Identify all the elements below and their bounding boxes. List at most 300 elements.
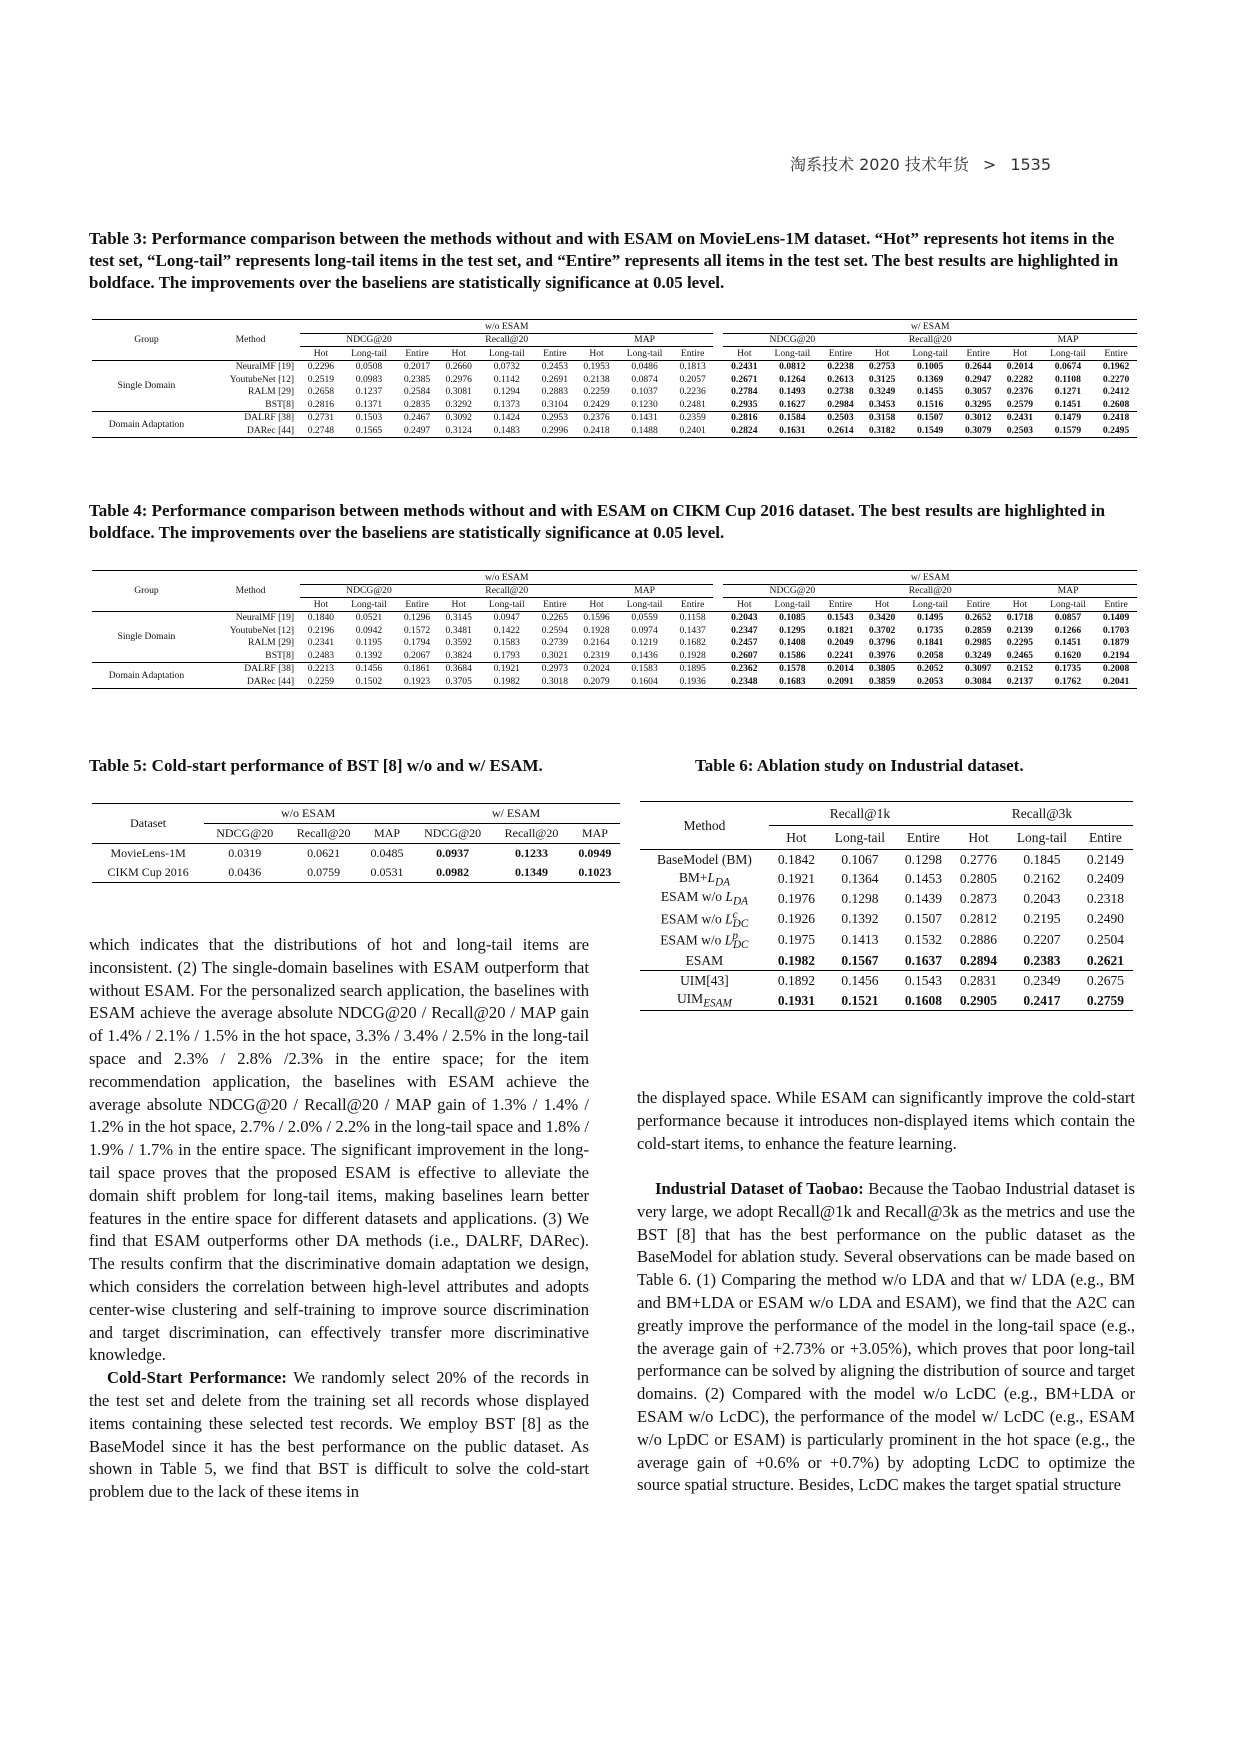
right-column-text-industrial (637, 1178, 1135, 1497)
metric-value: 0.2008 (1102, 663, 1130, 675)
method-name: DARec [44] (246, 424, 295, 436)
table5-caption: Table 5: Cold-start performance of BST [8] w/o and w/ ESAM. (89, 756, 543, 775)
metric-value: 0.1682 (679, 637, 706, 649)
metric-value: 0.2162 (1023, 871, 1061, 887)
method-name: YoutubeNet [12] (229, 624, 295, 636)
metric-value: 0.2805 (959, 871, 998, 887)
metric-header: MAP (576, 333, 714, 347)
metric-value: 0.1821 (827, 624, 854, 636)
page-header (790, 152, 1051, 175)
subset-header: Long-tail (626, 347, 663, 359)
metric-value: 0.0759 (307, 865, 341, 879)
t5-ndcg: NDCG@20 (216, 826, 274, 840)
metric-value: 0.2457 (731, 637, 758, 649)
metric-value: 0.1845 (1023, 851, 1061, 867)
metric-header: Recall@20 (861, 584, 999, 598)
metric-value: 0.2594 (541, 624, 569, 636)
metric-value: 0.2935 (731, 398, 758, 410)
metric-header: NDCG@20 (300, 333, 438, 347)
metric-value: 0.1493 (779, 386, 806, 398)
results-paragraph: which indicates that the distributions of hot and long-tail items are inconsistent. (2) The single-domain baselines with ESAM outperform that without ESAM. For the personalized search application, the baselines with ESAM achieve the average absolute NDCG@20 / Recall@20 / MAP gain of 1.4% / 2.1% / 1.5% in the hot space, 3.3% / 3.4% / 2.5% in the long-tail space and 2.3% / 2.8% /2.3% in the entire space; for the item recommendation application, the baselines with ESAM achieve the average absolute NDCG@20 / Recall@20 / MAP gain of 1.3% / 1.4% / 1.2% in the hot space, 2.7% / 2.0% / 2.2% in the long-tail space and 1.8% / 1.9% / 1.7% in the entire space. The significant improvement in the long-tail space proves that the proposed ESAM is effective to alleviate the domain shift problem for long-tail items, making baselines learn better features in the entire space for different datasets and applications. (3) We find that ESAM outperforms other DA methods (i.e., DALRF, DARec). The results confirm that the discriminative domain adaptation we design, which considers the correlation between high-level attributes and adopts center-wise clustering and self-training to improve source discrimination and target discrimination, can effectively transfer more discriminative knowledge. (89, 935, 589, 1365)
right-column-text-top (637, 1087, 1135, 1155)
metric-header: NDCG@20 (723, 584, 861, 598)
metric-value: 0.1583 (493, 637, 520, 649)
metric-value: 0.1455 (916, 386, 944, 398)
metric-value: 0.3182 (868, 424, 896, 436)
metric-value: 0.1298 (904, 851, 942, 867)
subset-header: Hot (737, 347, 752, 359)
metric-value: 0.2058 (916, 649, 944, 661)
subset-header: Long-tail (488, 598, 525, 610)
method-name: $BM+L_{DA}$ (678, 869, 730, 889)
metric-value: 0.1892 (777, 973, 815, 989)
subset-header: Hot (313, 347, 329, 359)
metric-value: 0.1975 (777, 932, 815, 948)
metric-value: 0.1516 (916, 398, 944, 410)
metric-value: 0.1604 (631, 675, 658, 687)
metric-value: 0.1422 (493, 624, 520, 636)
method-name: YoutubeNet [12] (229, 373, 295, 385)
t5-map-w: MAP (581, 826, 608, 840)
metric-value: 0.1349 (514, 865, 548, 879)
metric-value: 0.3824 (445, 649, 472, 661)
metric-value: 0.3684 (445, 663, 472, 675)
table5 (92, 803, 620, 883)
metric-value: 0.3702 (868, 624, 896, 636)
metric-value: 0.2984 (827, 398, 854, 410)
w-esam-header: w/ ESAM (723, 320, 1137, 334)
metric-value: 0.2376 (583, 412, 610, 424)
industrial-heading: Industrial Dataset of Taobao: (655, 1179, 864, 1198)
metric-value: 0.1219 (631, 637, 658, 649)
metric-value: 0.0874 (631, 373, 658, 385)
metric-value: 0.3158 (868, 412, 896, 424)
metric-value: 0.1841 (916, 637, 944, 649)
method-name: ESAM (685, 952, 724, 968)
metric-value: 0.1451 (1054, 398, 1082, 410)
subset-header: Hot (589, 347, 604, 359)
subset-header: Long-tail (626, 598, 663, 610)
metric-value: 0.2164 (583, 637, 610, 649)
table3-caption: Table 3: Performance comparison between the methods without and with ESAM on MovieLens-1M dataset. “Hot” represents hot items in the test set, “Long-tail” represents long-tail items in the test set, and “Entire” represents all items in the test set. The best results are highlighted in boldface. The improvements over the baseliens are statistically significance at 0.05 level. (89, 229, 1119, 292)
metric-value: 0.1271 (1054, 386, 1082, 398)
subset-header: Hot (313, 598, 329, 610)
metric-value: 0.1005 (916, 361, 944, 373)
metric-value: 0.3084 (965, 675, 992, 687)
metric-value: 0.1567 (841, 952, 879, 968)
metric-value: 0.1296 (403, 612, 431, 624)
subset-header: Hot (1012, 347, 1028, 359)
metric-value: 0.2409 (1086, 871, 1124, 887)
subset-header: Hot (874, 347, 890, 359)
metric-value: 0.1543 (904, 973, 942, 989)
metric-value: 0.1436 (631, 649, 658, 661)
metric-value: 0.2776 (959, 851, 998, 867)
metric-value: 0.3104 (541, 398, 569, 410)
metric-value: 0.3021 (541, 649, 569, 661)
metric-value: 0.2504 (1086, 932, 1124, 948)
t6-hot: Hot (786, 829, 807, 845)
metric-value: 0.1488 (631, 424, 658, 436)
metric-value: 0.1413 (841, 932, 879, 948)
metric-value: 0.2497 (403, 424, 431, 436)
metric-value: 0.1982 (493, 675, 520, 687)
metric-value: 0.1392 (355, 649, 383, 661)
metric-value: 0.2816 (307, 398, 335, 410)
metric-value: 0.1586 (779, 649, 806, 661)
metric-value: 0.2748 (307, 424, 335, 436)
metric-value: 0.1543 (827, 612, 854, 624)
metric-value: 0.2996 (541, 424, 569, 436)
metric-value: 0.2738 (827, 386, 854, 398)
metric-value: 0.3081 (445, 386, 472, 398)
metric-value: 0.2043 (731, 612, 758, 624)
header-title: 淘系技术 2020 技术年货 (790, 155, 969, 174)
metric-value: 0.1158 (679, 612, 706, 624)
metric-value: 0.1928 (679, 649, 706, 661)
t6-entire-3k: Entire (1088, 829, 1122, 845)
subset-header: Entire (828, 598, 853, 610)
metric-value: 0.1503 (355, 412, 383, 424)
metric-value: 0.2831 (959, 973, 998, 989)
metric-value: 0.2976 (445, 373, 472, 385)
metric-value: 0.1408 (779, 637, 806, 649)
metric-value: 0.2296 (307, 361, 335, 373)
metric-value: 0.1565 (355, 424, 383, 436)
industrial-paragraph: Because the Taobao Industrial dataset is very large, we adopt Recall@1k and Recall@3k as the metrics and use the BST [8] that has the best performance on the public dataset as the BaseModel for ablation study. Several observations can be made based on Table 6. (1) Comparing the method w/o LDA and that w/ LDA (e.g., BM and BM+LDA or ESAM w/o LDA and ESAM), we find that the A2C can greatly improve the performance of the model in the long-tail space (e.g., the average gain of +2.73% or +3.05%), which proves that poor long-tail performance can be solved by aligning the distribution of source and target domains. (2) Compared with the model w/o LcDC (e.g., BM+LDA or ESAM w/o LcDC), the performance of the model w/ LcDC (e.g., ESAM w/o LpDC or ESAM) is particularly prominent in the hot space (e.g., the average gain of +0.6% or +0.7%) by adopting LcDC to optimize the source spatial structure. Besides, LcDC makes the target spatial structure (637, 1179, 1135, 1495)
metric-value: 0.1953 (583, 361, 610, 373)
metric-value: 0.2043 (1023, 890, 1061, 906)
t5-map: MAP (374, 826, 401, 840)
group-domain-adaptation: Domain Adaptation (108, 669, 185, 681)
metric-value: 0.0942 (355, 624, 383, 636)
metric-value: 0.2196 (307, 624, 335, 636)
metric-value: 0.2137 (1006, 675, 1034, 687)
metric-value: 0.0949 (578, 846, 612, 860)
metric-value: 0.2973 (541, 663, 569, 675)
metric-value: 0.2905 (959, 992, 998, 1008)
t5-w-header: w/ ESAM (412, 804, 620, 824)
subset-header: Entire (1104, 347, 1128, 359)
metric-value: 0.3453 (868, 398, 896, 410)
metric-value: 0.2519 (307, 373, 335, 385)
metric-value: 0.2883 (541, 386, 569, 398)
subset-header: Long-tail (912, 598, 949, 610)
metric-value: 0.0559 (631, 612, 658, 624)
metric-value: 0.1928 (583, 624, 610, 636)
metric-value: 0.1549 (916, 424, 944, 436)
metric-value: 0.2503 (827, 412, 854, 424)
metric-value: 0.2067 (403, 649, 431, 661)
metric-value: 0.2319 (583, 649, 610, 661)
table4-body (92, 571, 1137, 689)
metric-value: 0.2467 (403, 412, 431, 424)
metric-value: 0.2341 (307, 637, 335, 649)
metric-value: 0.2859 (965, 624, 992, 636)
metric-value: 0.1456 (355, 663, 383, 675)
metric-value: 0.1926 (777, 911, 815, 927)
metric-value: 0.2481 (679, 398, 706, 410)
metric-value: 0.1237 (355, 386, 383, 398)
subset-header: Entire (543, 347, 567, 359)
metric-value: 0.1793 (493, 649, 520, 661)
metric-value: 0.1718 (1006, 612, 1034, 624)
method-name: RALM [29] (247, 637, 295, 649)
metric-value: 0.0319 (228, 846, 262, 860)
metric-value: 0.3249 (965, 649, 992, 661)
metric-value: 0.0485 (370, 846, 404, 860)
subset-header: Hot (874, 598, 890, 610)
metric-value: 0.3249 (868, 386, 896, 398)
metric-value: 0.2241 (827, 649, 854, 661)
metric-header: NDCG@20 (723, 333, 861, 347)
table4-caption: Table 4: Performance comparison between methods without and with ESAM on CIKM Cup 2016 dataset. The best results are highlighted in boldface. The improvements over the baseliens are statistically significance at 0.05 level. (89, 501, 1106, 542)
subset-header: Hot (1012, 598, 1028, 610)
metric-value: 0.1703 (1102, 624, 1130, 636)
metric-value: 0.1409 (1102, 612, 1130, 624)
metric-value: 0.0947 (493, 612, 520, 624)
t6-long-3k: Long-tail (1016, 829, 1068, 845)
metric-value: 0.0983 (355, 373, 383, 385)
metric-value: 0.2041 (1102, 675, 1130, 687)
metric-value: 0.2152 (1006, 663, 1034, 675)
metric-value: 0.2613 (827, 373, 854, 385)
subset-header: Entire (405, 598, 429, 610)
dataset-name: MovieLens-1M (110, 846, 186, 860)
cold-start-continued: the displayed space. While ESAM can significantly improve the cold-start performance because it introduces non-displayed items which contain the cold-start items, to enhance the feature learning. (637, 1088, 1135, 1153)
metric-value: 0.2412 (1102, 386, 1130, 398)
metric-value: 0.2014 (1006, 361, 1034, 373)
metric-value: 0.1735 (916, 624, 944, 636)
metric-value: 0.3292 (445, 398, 472, 410)
method-name: $UIM_{ESAM}$ (676, 991, 732, 1010)
metric-value: 0.2652 (965, 612, 992, 624)
metric-value: 0.1023 (578, 865, 612, 879)
metric-value: 0.1495 (916, 612, 944, 624)
metric-value: 0.1483 (493, 424, 520, 436)
method-name: BaseModel (BM) (657, 851, 752, 867)
metric-value: 0.1532 (904, 932, 942, 948)
metric-value: 0.1424 (493, 412, 520, 424)
metric-value: 0.2503 (1006, 424, 1034, 436)
metric-value: 0.1842 (777, 851, 815, 867)
metric-header: MAP (999, 584, 1137, 598)
metric-value: 0.2644 (965, 361, 992, 373)
method-name: DALRF [38] (244, 412, 295, 424)
metric-value: 0.1298 (841, 890, 879, 906)
metric-value: 0.3796 (868, 637, 896, 649)
subset-header: Long-tail (351, 347, 387, 359)
metric-value: 0.1373 (493, 398, 520, 410)
metric-value: 0.0531 (370, 865, 404, 879)
metric-value: 0.1608 (904, 992, 942, 1008)
metric-value: 0.2349 (1023, 973, 1061, 989)
cold-start-heading: Cold-Start Performance: (107, 1368, 287, 1388)
metric-value: 0.2418 (583, 424, 610, 436)
metric-value: 0.1371 (355, 398, 383, 410)
method-name: NeuralMF [19] (235, 361, 295, 373)
metric-value: 0.2584 (403, 386, 431, 398)
metric-value: 0.2259 (307, 675, 335, 687)
metric-value: 0.1583 (631, 663, 658, 675)
method-name: DARec [44] (246, 675, 295, 687)
metric-value: 0.2894 (959, 952, 998, 968)
group-header: Group (92, 320, 201, 361)
metric-value: 0.1037 (631, 386, 658, 398)
metric-value: 0.1637 (904, 952, 942, 968)
subset-header: Entire (1104, 598, 1128, 610)
metric-value: 0.1392 (841, 911, 879, 927)
subset-header: Entire (543, 598, 567, 610)
t6-hot-3k: Hot (968, 829, 989, 845)
metric-value: 0.2091 (827, 675, 854, 687)
metric-value: 0.2953 (541, 412, 569, 424)
metric-value: 0.2608 (1102, 398, 1130, 410)
metric-value: 0.1579 (1054, 424, 1082, 436)
group-domain-adaptation: Domain Adaptation (108, 418, 185, 430)
metric-value: 0.1233 (514, 846, 548, 860)
t5-ndcg-w: NDCG@20 (424, 826, 482, 840)
method-name: NeuralMF [19] (235, 612, 295, 624)
metric-value: 0.0621 (307, 846, 341, 860)
metric-value: 0.3859 (868, 675, 896, 687)
method-name: ESAM w/o $L^p_{DC}$ (660, 929, 749, 951)
subset-header: Entire (966, 347, 990, 359)
subset-header: Long-tail (1050, 598, 1086, 610)
metric-value: 0.2495 (1102, 424, 1130, 436)
method-header: Method (201, 320, 300, 361)
metric-value: 0.1451 (1054, 637, 1082, 649)
metric-value: 0.1230 (631, 398, 658, 410)
metric-value: 0.2835 (403, 398, 431, 410)
metric-value: 0.2691 (541, 373, 569, 385)
method-name: UIM[43] (680, 973, 729, 989)
metric-value: 0.2195 (1023, 911, 1061, 927)
metric-value: 0.2417 (1023, 992, 1061, 1008)
metric-header: NDCG@20 (300, 584, 438, 598)
metric-value: 0.2816 (731, 412, 758, 424)
metric-value: 0.1507 (904, 911, 942, 927)
metric-value: 0.3012 (965, 412, 992, 424)
metric-value: 0.2401 (679, 424, 706, 436)
metric-value: 0.2318 (1086, 890, 1124, 906)
metric-value: 0.2079 (583, 675, 610, 687)
metric-value: 0.2465 (1006, 649, 1034, 661)
metric-value: 0.2282 (1006, 373, 1034, 385)
method-name: RALM [29] (247, 386, 295, 398)
w-esam-header: w/ ESAM (723, 571, 1137, 585)
metric-value: 0.2362 (731, 663, 758, 675)
metric-value: 0.3976 (868, 649, 896, 661)
metric-value: 0.3805 (868, 663, 896, 675)
metric-value: 0.2431 (1006, 412, 1034, 424)
subset-header: Entire (680, 347, 705, 359)
metric-header: Recall@20 (861, 333, 999, 347)
metric-value: 0.1921 (777, 871, 815, 887)
metric-value: 0.3145 (445, 612, 472, 624)
metric-value: 0.1861 (403, 663, 431, 675)
metric-value: 0.2579 (1006, 398, 1034, 410)
metric-value: 0.1735 (1054, 663, 1082, 675)
metric-value: 0.3057 (965, 386, 992, 398)
metric-value: 0.1962 (1102, 361, 1130, 373)
table5-body (92, 844, 620, 883)
metric-value: 0.2759 (1086, 992, 1124, 1008)
metric-value: 0.2784 (731, 386, 758, 398)
metric-value: 0.3097 (965, 663, 992, 675)
subset-header: Long-tail (488, 347, 525, 359)
metric-value: 0.0974 (631, 624, 658, 636)
metric-value: 0.1794 (403, 637, 431, 649)
metric-value: 0.2490 (1086, 911, 1124, 927)
metric-value: 0.1584 (779, 412, 806, 424)
metric-header: Recall@20 (438, 333, 576, 347)
header-separator: > (982, 155, 997, 174)
metric-value: 0.2194 (1102, 649, 1130, 661)
metric-value: 0.2658 (307, 386, 335, 398)
method-name: BST[8] (265, 398, 295, 410)
metric-value: 0.2053 (916, 675, 944, 687)
metric-value: 0.1572 (403, 624, 431, 636)
metric-value: 0.1294 (493, 386, 520, 398)
t5-recall-w: Recall@20 (504, 826, 559, 840)
metric-value: 0.0436 (228, 865, 262, 879)
metric-value: 0.2052 (916, 663, 944, 675)
metric-value: 0.1479 (1054, 412, 1082, 424)
metric-value: 0.1067 (841, 851, 879, 867)
method-name: ESAM w/o $L^c_{DC}$ (660, 908, 749, 930)
metric-value: 0.1264 (779, 373, 806, 385)
metric-value: 0.1921 (493, 663, 520, 675)
metric-value: 0.1453 (904, 871, 942, 887)
metric-value: 0.2139 (1006, 624, 1034, 636)
metric-header: MAP (576, 584, 714, 598)
metric-value: 0.0486 (631, 361, 658, 373)
metric-value: 0.2429 (583, 398, 610, 410)
metric-value: 0.1578 (779, 663, 806, 675)
metric-value: 0.0937 (436, 846, 470, 860)
table3 (92, 319, 1137, 438)
metric-value: 0.2236 (679, 386, 706, 398)
metric-value: 0.1879 (1102, 637, 1130, 649)
metric-value: 0.1976 (777, 890, 815, 906)
table6 (640, 801, 1133, 1011)
group-single-domain: Single Domain (117, 631, 176, 642)
metric-value: 0.1507 (916, 412, 944, 424)
metric-value: 0.1437 (679, 624, 706, 636)
metric-value: 0.2014 (827, 663, 854, 675)
metric-value: 0.0812 (779, 361, 806, 373)
metric-value: 0.2017 (403, 361, 431, 373)
metric-value: 0.1620 (1054, 649, 1082, 661)
metric-value: 0.0508 (355, 361, 383, 373)
metric-value: 0.2259 (583, 386, 610, 398)
metric-value: 0.0982 (436, 865, 470, 879)
metric-value: 0.1295 (779, 624, 806, 636)
metric-value: 0.2270 (1102, 373, 1130, 385)
metric-value: 0.1762 (1054, 675, 1082, 687)
metric-value: 0.2359 (679, 412, 706, 424)
metric-value: 0.2347 (731, 624, 758, 636)
method-name: DALRF [38] (244, 663, 295, 675)
metric-value: 0.1456 (841, 973, 879, 989)
metric-value: 0.2947 (965, 373, 992, 385)
t5-wo-header: w/o ESAM (204, 804, 412, 824)
t5-recall: Recall@20 (296, 826, 351, 840)
page-number: 1535 (1010, 155, 1052, 174)
metric-value: 0.1439 (904, 890, 942, 906)
metric-value: 0.2812 (959, 911, 998, 927)
